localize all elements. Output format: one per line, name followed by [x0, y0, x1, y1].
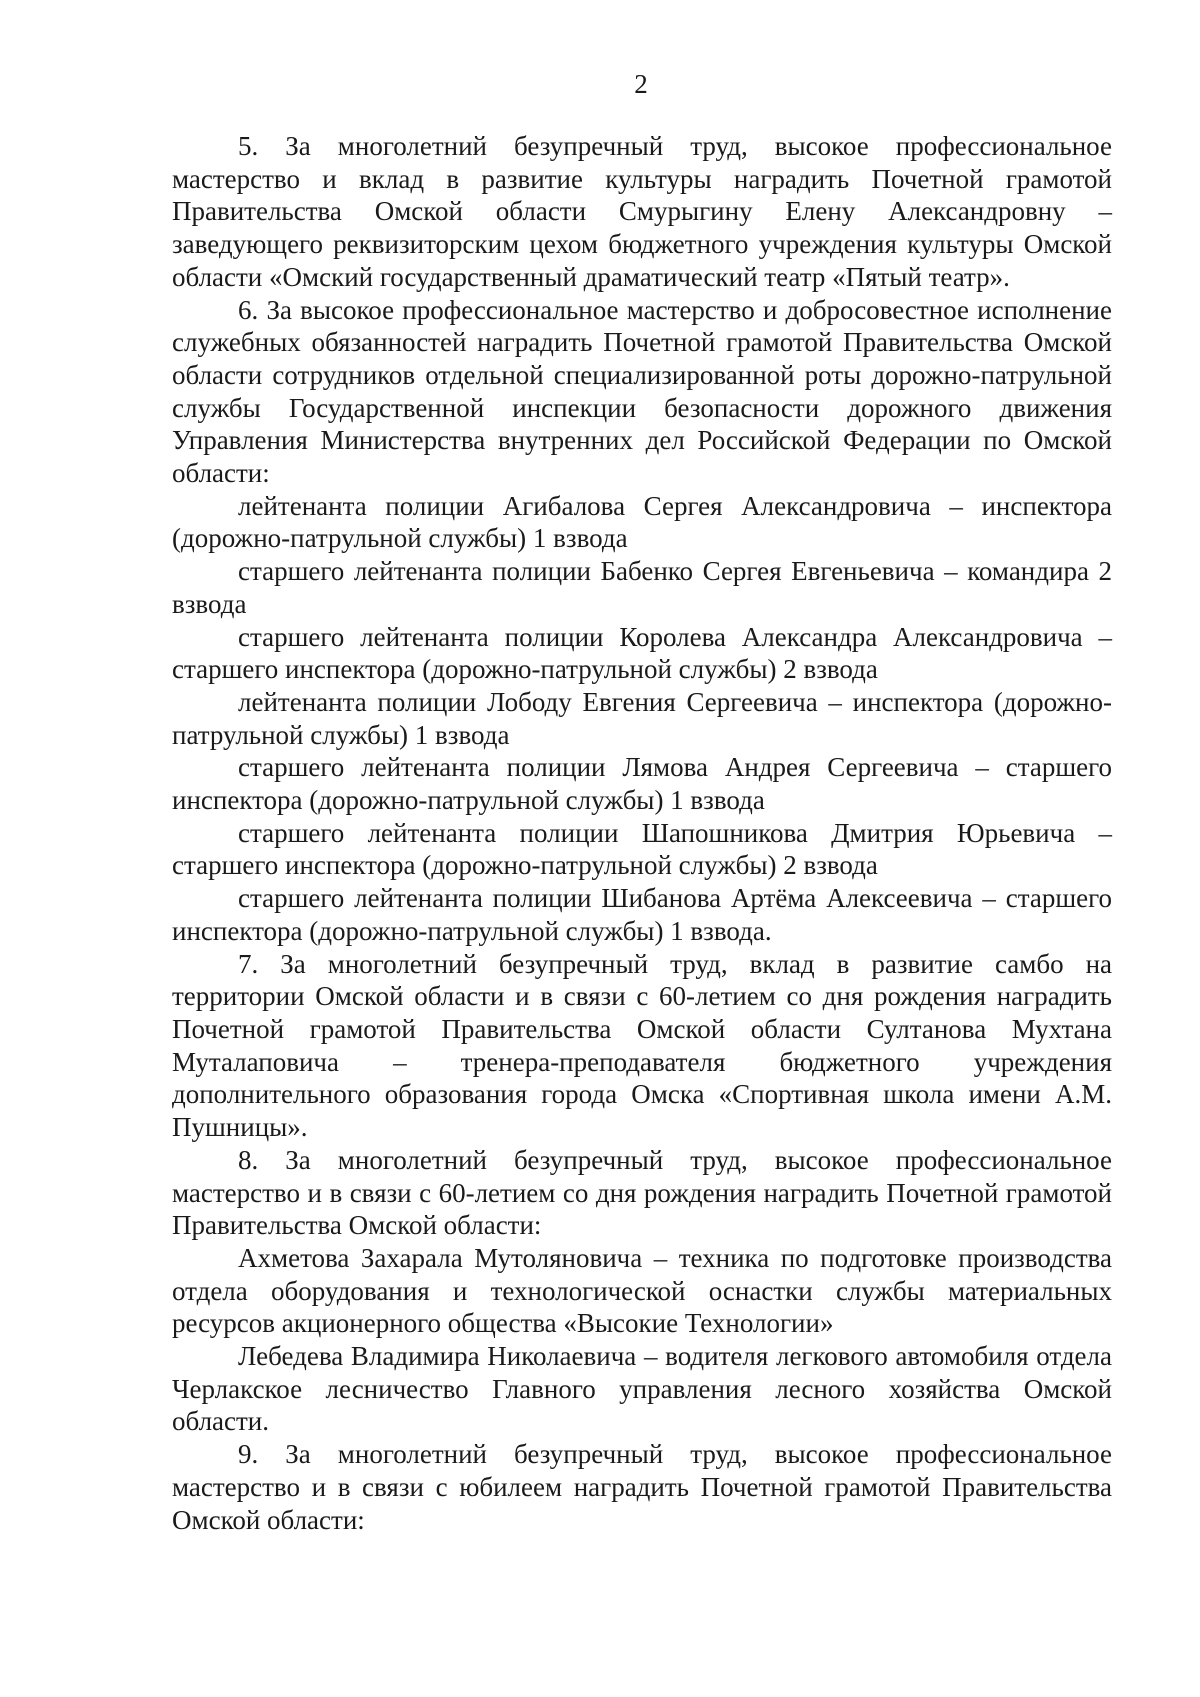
paragraph-item-8: 8. За многолетний безупречный труд, высокое профессиональное мастерство и в связи с 60-летием со дня рождения наградить Почетной грамотой Правительства Омской области: — [172, 1144, 1112, 1241]
awardee-agibalov: лейтенанта полиции Агибалова Сергея Александровича – инспектора (дорожно-патрульной службы) 1 взвода — [172, 490, 1112, 554]
paragraph-item-5: 5. За многолетний безупречный труд, высокое профессиональное мастерство и вклад в развитие культуры наградить Почетной грамотой Правительства Омской области Смурыгину Елену Александровну – заведующего реквизиторским цехом бюджетного учреждения культуры Омской области «Омский государственный драматический театр «Пятый театр». — [172, 131, 1112, 292]
paragraph-item-6: 6. За высокое профессиональное мастерство и добросовестное исполнение служебных обязанностей наградить Почетной грамотой Правительства Омской области сотрудников отдельной специализированной роты дорожно-патрульной службы Государственной инспекции безопасности дорожного движения Управления Министерства внутренних дел Российской Федерации по Омской области: — [172, 294, 1112, 489]
page-number: 2 — [634, 69, 648, 99]
document-body — [172, 130, 1112, 1536]
awardee-lebedev: Лебедева Владимира Николаевича – водителя легкового автомобиля отдела Черлакское лесничество Главного управления лесного хозяйства Омской области. — [172, 1341, 1112, 1437]
awardee-babenko: старшего лейтенанта полиции Бабенко Сергея Евгеньевича – командира 2 взвода — [172, 556, 1112, 619]
paragraph-item-9: 9. За многолетний безупречный труд, высокое профессиональное мастерство и в связи с юбилеем наградить Почетной грамотой Правительства Омской области: — [172, 1439, 1112, 1535]
awardee-shaposhnikov: старшего лейтенанта полиции Шапошникова Дмитрия Юрьевича – старшего инспектора (дорожно-патрульной службы) 2 взвода — [172, 817, 1112, 881]
awardee-shibanov: старшего лейтенанта полиции Шибанова Артёма Алексеевича – старшего инспектора (дорожно-патрульной службы) 1 взвода. — [172, 883, 1112, 946]
paragraph-item-7: 7. За многолетний безупречный труд, вклад в развитие самбо на территории Омской области и в связи с 60-летием со дня рождения наградить Почетной грамотой Правительства Омской области Султанова Мухтана Муталаповича – тренера-преподавателя бюджетного учреждения дополнительного образования города Омска «Спортивная школа имени А.М. Пушницы». — [172, 948, 1112, 1143]
awardee-korolev: старшего лейтенанта полиции Королева Александра Александровича – старшего инспектора (дорожно-патрульной службы) 2 взвода — [172, 621, 1112, 685]
awardee-akhmetov: Ахметова Захарала Мутоляновича – техника по подготовке производства отдела оборудования и технологической оснастки службы материальных ресурсов акционерного общества «Высокие Технологии» — [172, 1242, 1112, 1339]
awardee-loboda: лейтенанта полиции Лободу Евгения Сергеевича – инспектора (дорожно-патрульной службы) 1 взвода — [172, 686, 1112, 750]
awardee-lyamov: старшего лейтенанта полиции Лямова Андрея Сергеевича – старшего инспектора (дорожно-патрульной службы) 1 взвода — [172, 752, 1112, 816]
